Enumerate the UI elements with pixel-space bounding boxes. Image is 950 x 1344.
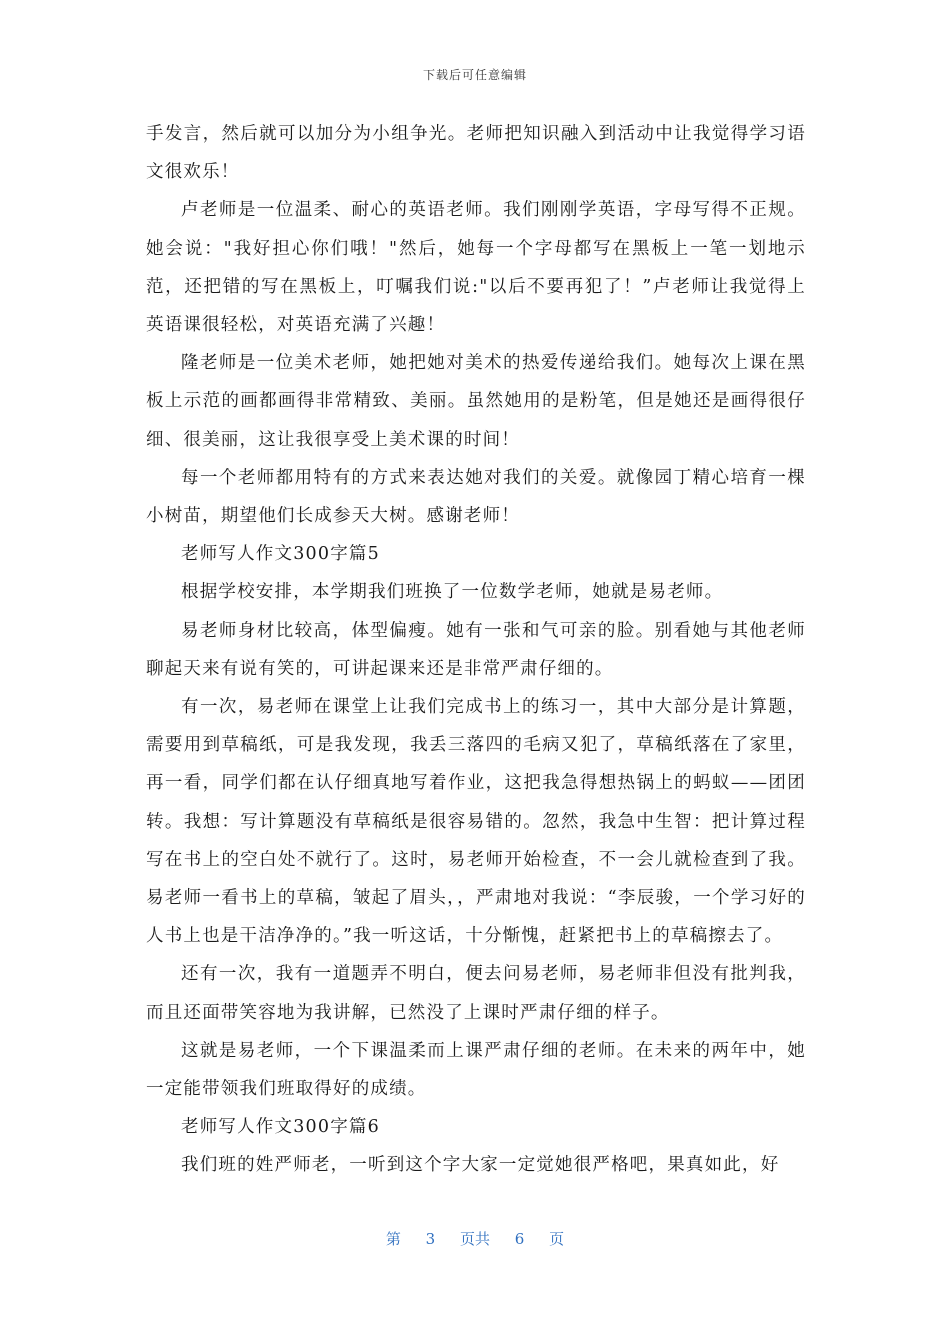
paragraph: 隆老师是一位美术老师，她把她对美术的热爱传递给我们。她每次上课在黑板上示范的画都画得非常精致、美丽。虽然她用的是粉笔，但是她还是画得很仔细、很美丽，这让我很享受上美术课的时间！: [146, 353, 806, 450]
footer-total-pages: 6: [514, 1230, 525, 1248]
paragraph: 有一次，易老师在课堂上让我们完成书上的练习一，其中大部分是计算题，需要用到草稿纸，可是我发现，我丢三落四的毛病又犯了，草稿纸落在了家里，再一看，同学们都在认仔细真地写着作业，这把我急得想热锅上的蚂蚁——团团转。我想：写计算题没有草稿纸是很容易错的。忽然，我急中生智：把计算过程写在书上的空白处不就行了。这时，易老师开始检查，不一会儿就检查到了我。易老师一看书上的草稿，皱起了眉头，，严肃地对我说：“李辰骏，一个学习好的人书上也是干洁净净的。”我一听这话，十分惭愧，赶紧把书上的草稿擦去了。: [146, 697, 806, 947]
document-body: [146, 115, 806, 1185]
paragraph-continuation: 手发言，然后就可以加分为小组争光。老师把知识融入到活动中让我觉得学习语文很欢乐！: [146, 124, 806, 183]
paragraph: 根据学校安排，本学期我们班换了一位数学老师，她就是易老师。: [181, 582, 724, 603]
paragraph: 还有一次，我有一道题弄不明白，便去问易老师，易老师非但没有批判我，而且还面带笑容地为我讲解，已然没了上课时严肃仔细的样子。: [146, 964, 806, 1023]
header-note: 下载后可任意编辑: [422, 68, 527, 82]
paragraph: 每一个老师都用特有的方式来表达她对我们的关爱。就像园丁精心培育一棵小树苗，期望他们长成参天大树。感谢老师！: [146, 467, 806, 527]
paragraph: 我们班的姓严师老，一听到这个字大家一定觉她很严格吧，果真如此，好: [181, 1155, 780, 1176]
section-heading: 老师写人作文300字篇5: [181, 544, 380, 565]
footer-suffix: 页: [549, 1230, 565, 1248]
footer-prefix: 第: [385, 1230, 401, 1248]
paragraph: 卢老师是一位温柔、耐心的英语老师。我们刚刚学英语，字母写得不正规。她会说："我好担心你们哦！"然后，她每一个字母都写在黑板上一笔一划地示范，还把错的写在黑板上，叮嘱我们说:"以后不要再犯了！”卢老师让我觉得上英语课很轻松，对英语充满了兴趣！: [146, 200, 806, 336]
section-heading: 老师写人作文300字篇6: [181, 1117, 380, 1138]
paragraph: 易老师身材比较高，体型偏瘦。她有一张和气可亲的脸。别看她与其他老师聊起天来有说有笑的，可讲起课来还是非常严肃仔细的。: [146, 620, 806, 679]
footer-current-page: 3: [425, 1230, 436, 1248]
paragraph: 这就是易老师，一个下课温柔而上课严肃仔细的老师。在未来的两年中，她一定能带领我们班取得好的成绩。: [146, 1040, 806, 1100]
footer-middle: 页共: [459, 1230, 490, 1248]
page-footer: [0, 1228, 950, 1249]
